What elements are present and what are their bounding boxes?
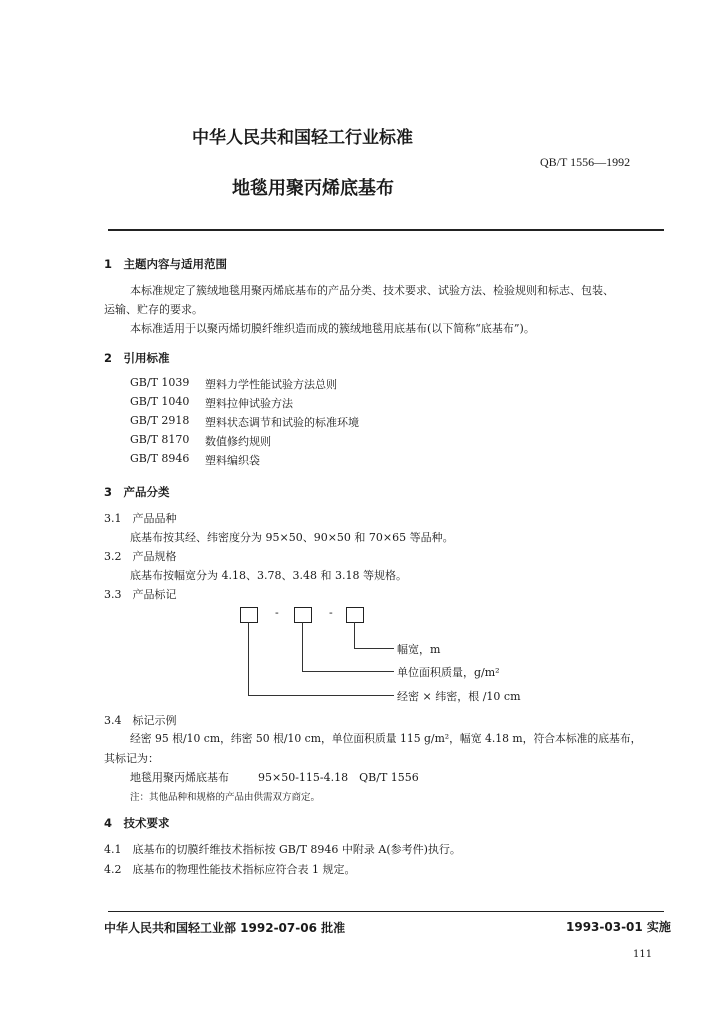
page-number: 111: [633, 949, 653, 960]
section-3-4-text-b: 其标记为：: [104, 752, 159, 765]
reference-title: 塑料拉伸试验方法: [205, 397, 293, 410]
marking-label-density: 经密 × 纬密，根 /10 cm: [397, 690, 521, 703]
leader-line: [302, 671, 394, 672]
section-4-heading: 4 技术要求: [104, 816, 170, 830]
section-3-1-text: 底基布按其经、纬密度分为 95×50、90×50 和 70×65 等品种。: [130, 531, 454, 544]
footer-rule: [108, 911, 664, 912]
section-1-para-2: 本标准适用于以聚丙烯切膜纤维织造而成的簇绒地毯用底基布(以下简称“底基布”)。: [130, 322, 535, 335]
section-3-heading: 3 产品分类: [104, 485, 170, 499]
leader-line: [248, 695, 394, 696]
reference-code: GB/T 2918: [130, 414, 190, 427]
leader-line: [354, 622, 355, 649]
section-2-heading: 2 引用标准: [104, 351, 170, 365]
section-3-3-heading: 3.3 产品标记: [104, 588, 177, 601]
issuing-body: 中华人民共和国轻工行业标准: [192, 128, 413, 148]
reference-title: 塑料编织袋: [205, 454, 260, 467]
marking-example-code: 95×50-115-4.18 QB/T 1556: [258, 771, 419, 784]
marking-example-name: 地毯用聚丙烯底基布: [130, 771, 229, 784]
section-4-2-text: 4.2 底基布的物理性能技术指标应符合表 1 规定。: [104, 863, 356, 876]
marking-dash: -: [275, 606, 279, 619]
standard-code: QB/T 1556—1992: [540, 155, 631, 169]
section-3-4-heading: 3.4 标记示例: [104, 714, 177, 727]
section-1-para-1b: 运输、贮存的要求。: [104, 303, 203, 316]
section-3-1-heading: 3.1 产品品种: [104, 512, 177, 525]
section-3-4-text-a: 经密 95 根/10 cm，纬密 50 根/10 cm，单位面积质量 115 g/m²，幅宽 4.18 m，符合本标准的底基布，: [130, 732, 642, 745]
leader-line: [302, 622, 303, 672]
approval-line: 中华人民共和国轻工业部 1992-07-06 批准: [104, 921, 346, 935]
marking-box-mass: [294, 607, 312, 623]
reference-code: GB/T 1039: [130, 376, 190, 389]
section-3-2-heading: 3.2 产品规格: [104, 550, 177, 563]
standard-title: 地毯用聚丙烯底基布: [232, 178, 394, 199]
marking-dash: -: [329, 606, 333, 619]
marking-box-width: [346, 607, 364, 623]
reference-title: 塑料力学性能试验方法总则: [205, 378, 337, 391]
implementation-date: 1993-03-01 实施: [566, 920, 671, 934]
leader-line: [354, 648, 394, 649]
section-4-1-text: 4.1 底基布的切膜纤维技术指标按 GB/T 8946 中附录 A(参考件)执行。: [104, 843, 461, 856]
reference-code: GB/T 1040: [130, 395, 190, 408]
section-3-note: 注：其他品种和规格的产品由供需双方商定。: [130, 792, 321, 803]
section-3-2-text: 底基布按幅宽分为 4.18、3.78、3.48 和 3.18 等规格。: [130, 569, 407, 582]
section-1-para-1a: 本标准规定了簇绒地毯用聚丙烯底基布的产品分类、技术要求、试验方法、检验规则和标志、包装、: [130, 284, 614, 297]
marking-label-mass: 单位面积质量，g/m²: [397, 666, 500, 679]
reference-title: 数值修约规则: [205, 435, 271, 448]
leader-line: [248, 622, 249, 696]
marking-box-density: [240, 607, 258, 623]
reference-code: GB/T 8946: [130, 452, 190, 465]
section-1-heading: 1 主题内容与适用范围: [104, 257, 228, 271]
marking-label-width: 幅宽，m: [397, 643, 441, 656]
header-rule: [108, 229, 664, 231]
reference-code: GB/T 8170: [130, 433, 190, 446]
reference-title: 塑料状态调节和试验的标准环境: [205, 416, 359, 429]
